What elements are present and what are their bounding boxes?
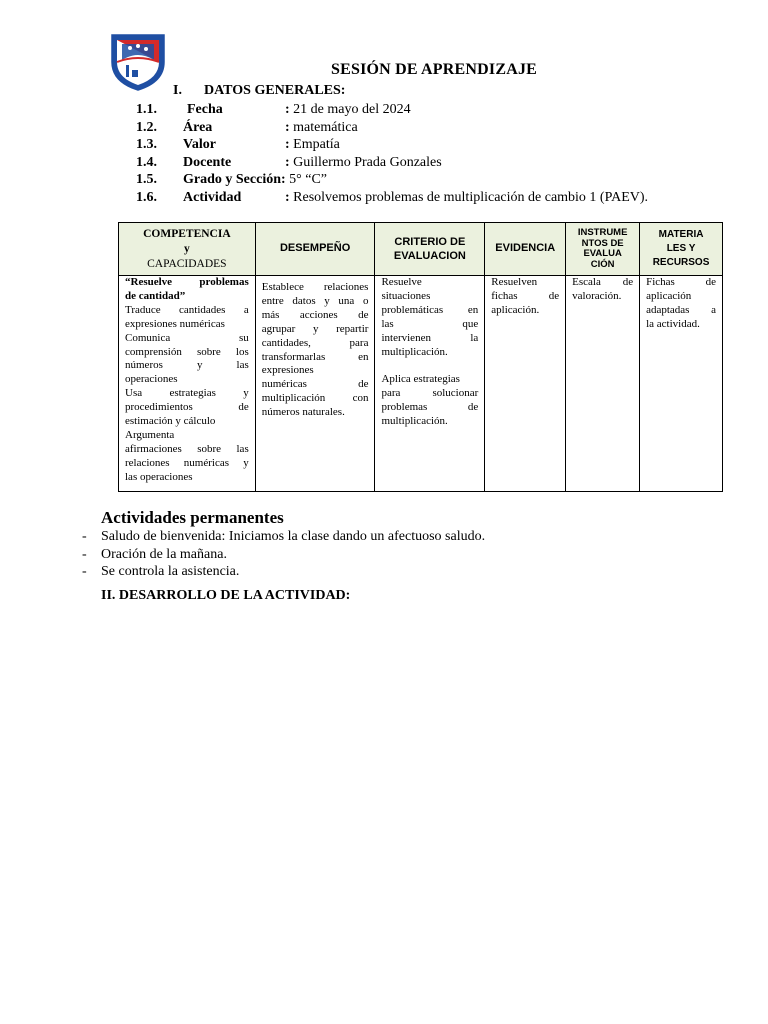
cell-line: expresiones numéricas xyxy=(125,317,225,330)
header-materiales-line: RECURSOS xyxy=(652,257,710,268)
cell-competencia xyxy=(119,276,256,492)
cell-line: expresiones xyxy=(261,364,314,377)
bullet-dash: - xyxy=(82,564,87,580)
cell-line: adaptadas a xyxy=(646,303,716,316)
cell-instrumentos xyxy=(566,276,640,492)
cell-line: las que xyxy=(381,317,479,330)
list-item-text: Saludo de bienvenida: Iniciamos la clase dando un afectuoso saludo. xyxy=(101,529,486,544)
cell-line: las operaciones xyxy=(125,470,193,483)
general-value: Guillermo Prada Gonzales xyxy=(289,154,442,170)
list-item xyxy=(82,563,485,581)
cell-spacer xyxy=(381,359,478,373)
cell-materiales xyxy=(640,276,723,492)
general-num: 1.3. xyxy=(136,137,157,153)
header-instrumentos-line: CIÓN xyxy=(590,258,615,270)
header-materiales-line: MATERIA xyxy=(658,229,704,240)
list-item-text: Oración de la mañana. xyxy=(101,546,227,562)
activities-list xyxy=(82,528,485,581)
general-value: Resolvemos problemas de multiplicación de cambio 1 (PAEV). xyxy=(289,189,649,205)
general-label: Valor xyxy=(183,137,216,153)
general-colon: : xyxy=(285,119,290,135)
table-header-row xyxy=(119,223,723,276)
general-colon: : xyxy=(285,154,290,170)
cell-line: Comunica su xyxy=(125,331,249,344)
general-num: 1.4. xyxy=(136,154,157,170)
cell-line: valoración. xyxy=(572,289,622,302)
general-colon: : xyxy=(285,189,290,205)
general-value: Empatía xyxy=(289,137,340,153)
header-competencia xyxy=(119,223,256,276)
cell-line: problemas de xyxy=(381,401,479,414)
cell-line: agrupar y repartir xyxy=(261,322,369,335)
section-1-number: I. xyxy=(173,83,182,98)
cell-line: números y las xyxy=(125,359,249,372)
general-label: Grado y Sección: xyxy=(183,172,286,188)
general-colon: : xyxy=(285,137,290,153)
general-label: Área xyxy=(183,119,213,135)
general-data-list xyxy=(136,101,648,207)
header-instrumentos-line: NTOS DE xyxy=(581,237,624,249)
page-title: SESIÓN DE APRENDIZAJE xyxy=(331,61,538,78)
header-criterio-line: EVALUACION xyxy=(393,250,466,262)
header-instrumentos-line: INSTRUME xyxy=(577,227,628,238)
cell-line: comprensión sobre los xyxy=(125,345,249,358)
general-row-actividad xyxy=(136,189,648,207)
cell-line: cantidades, para xyxy=(261,336,369,349)
cell-line: relaciones numéricas y xyxy=(125,456,249,469)
cell-line: procedimientos de xyxy=(125,401,249,414)
cell-line: Establece relaciones xyxy=(261,281,369,293)
cell-line: afirmaciones sobre las xyxy=(125,442,249,455)
general-num: 1.1. xyxy=(136,102,157,117)
list-item xyxy=(82,546,485,564)
cell-line: aplicación xyxy=(646,289,692,302)
header-competencia-y: y xyxy=(183,242,190,255)
general-row-valor xyxy=(136,136,648,154)
cell-line: la actividad. xyxy=(646,317,700,330)
cell-line: para solucionar xyxy=(381,387,479,400)
list-item-text: Se controla la asistencia. xyxy=(101,564,240,580)
general-colon: : xyxy=(285,102,290,117)
school-logo xyxy=(108,32,168,92)
cell-line: Usa estrategias y xyxy=(125,387,249,400)
header-competencia-title: COMPETENCIA xyxy=(143,227,231,240)
header-criterio-line: CRITERIO DE xyxy=(394,236,466,248)
cell-line: “Resuelve problemas xyxy=(125,276,249,288)
header-desempeno: DESEMPEÑO xyxy=(255,223,375,276)
cell-line: Resuelve xyxy=(381,276,422,288)
cell-line: Argumenta xyxy=(125,428,175,441)
cell-criterio xyxy=(375,276,485,492)
header-materiales-line: LES Y xyxy=(666,243,696,254)
bullet-dash: - xyxy=(82,529,87,544)
cell-line: situaciones xyxy=(381,289,431,302)
section-1-heading xyxy=(173,83,345,99)
general-row-grado xyxy=(136,171,648,189)
cell-line: entre datos y una o xyxy=(261,294,369,307)
cell-line: Fichas de xyxy=(646,276,716,288)
cell-line: Traduce cantidades a xyxy=(125,303,249,316)
cell-line: de cantidad” xyxy=(125,289,186,302)
cell-line: numéricas de xyxy=(261,378,369,391)
general-label: Fecha xyxy=(187,102,223,117)
header-evidencia: EVIDENCIA xyxy=(485,223,566,276)
cell-line: multiplicación. xyxy=(381,415,448,428)
cell-line: problemáticas en xyxy=(381,303,479,316)
general-num: 1.6. xyxy=(136,189,157,205)
cell-line: operaciones xyxy=(125,373,178,386)
general-value: 21 de mayo del 2024 xyxy=(289,102,411,117)
section-1-label: DATOS GENERALES: xyxy=(204,83,346,98)
bullet-dash: - xyxy=(82,546,87,562)
cell-line: fichas de xyxy=(491,289,560,302)
general-value: matemática xyxy=(289,119,358,135)
header-criterio xyxy=(375,223,485,276)
cell-line: transformarlas en xyxy=(261,350,369,363)
cell-line: intervienen la xyxy=(381,331,479,344)
cell-line: estimación y cálculo xyxy=(125,415,216,428)
header-capacidades: CAPACIDADES xyxy=(147,257,227,270)
competencies-table xyxy=(118,222,723,492)
cell-line: Aplica estrategias xyxy=(381,373,460,386)
general-num: 1.2. xyxy=(136,119,157,135)
general-label: Docente xyxy=(183,154,232,170)
cell-line: multiplicación con xyxy=(261,392,369,405)
cell-line: multiplicación. xyxy=(381,345,448,358)
general-value: 5° “C” xyxy=(285,172,328,188)
cell-line: aplicación. xyxy=(491,303,540,316)
cell-line: Escala de xyxy=(572,276,634,288)
general-label: Actividad xyxy=(183,189,242,205)
cell-line: Resuelven xyxy=(491,276,538,288)
header-materiales xyxy=(640,223,723,276)
cell-desempeno xyxy=(255,276,375,492)
header-instrumentos xyxy=(566,223,640,276)
general-num: 1.5. xyxy=(136,172,157,188)
general-row-fecha xyxy=(136,101,648,119)
table-row xyxy=(119,276,723,492)
cell-line: números naturales. xyxy=(261,406,345,419)
list-item xyxy=(82,528,485,546)
activities-title: Actividades permanentes xyxy=(101,508,284,527)
section-2-heading: II. DESARROLLO DE LA ACTIVIDAD: xyxy=(101,588,351,603)
cell-line: más acciones de xyxy=(261,308,369,321)
general-row-docente xyxy=(136,154,648,172)
cell-evidencia xyxy=(485,276,566,492)
general-row-area xyxy=(136,119,648,137)
header-instrumentos-line: EVALUA xyxy=(583,248,622,259)
